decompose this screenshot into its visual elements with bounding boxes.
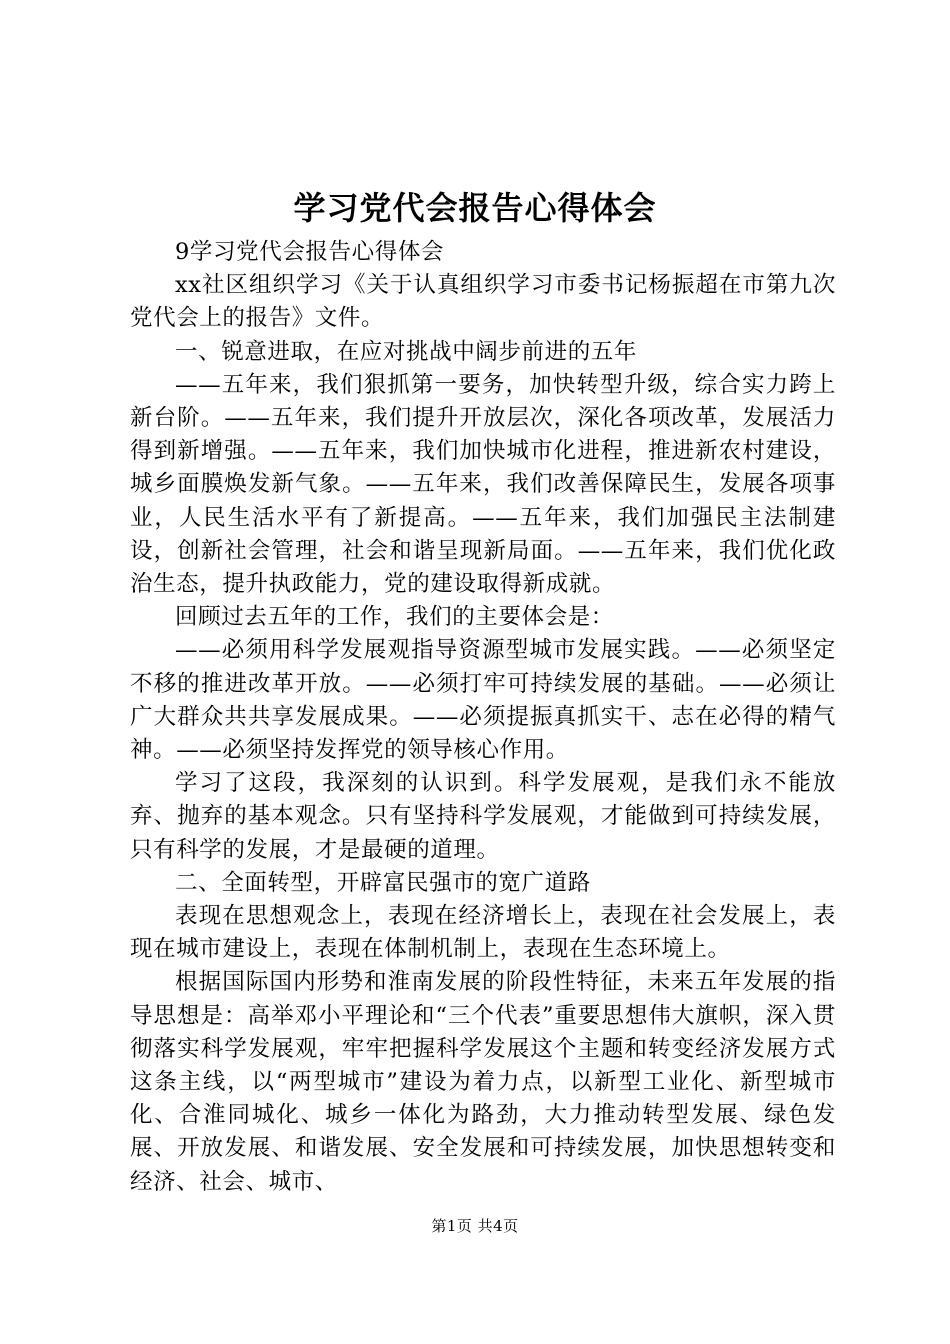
document-body xyxy=(130,236,836,1199)
paragraph: 学习了这段，我深刻的认识到。科学发展观，是我们永不能放弃、抛弃的基本观念。只有坚持科学发展观，才能做到可持续发展，只有科学的发展，才是最硬的道理。 xyxy=(130,770,836,863)
page-footer: 第1页 共4页 xyxy=(431,1217,519,1235)
document-title: 学习党代会报告心得体会 xyxy=(293,189,657,227)
paragraph: 根据国际国内形势和淮南发展的阶段性特征，未来五年发展的指导思想是：高举邓小平理论和“三个代表”重要思想伟大旗帜，深入贯彻落实科学发展观，牢牢把握科学发展这个主题和转变经济发展方式这条主线，以“两型城市”建设为着力点，以新型工业化、新型城市化、合淮同城化、城乡一体化为路劲，大力推动转型发展、绿色发展、开放发展、和谐发展、安全发展和可持续发展，加快思想转变和经济、社会、城市、 xyxy=(130,969,836,1195)
paragraph: ——五年来，我们狠抓第一要务，加快转型升级，综合实力跨上新台阶。——五年来，我们提升开放层次，深化各项改革，发展活力得到新增强。——五年来，我们加快城市化进程，推进新农村建设，城乡面膜焕发新气象。——五年来，我们改善保障民生，发展各项事业，人民生活水平有了新提高。——五年来，我们加强民主法制建设，创新社会管理，社会和谐呈现新局面。——五年来，我们优化政治生态，提升执政能力，党的建设取得新成就。 xyxy=(130,371,836,598)
paragraph: ——必须用科学发展观指导资源型城市发展实践。——必须坚定不移的推进改革开放。——必须打牢可持续发展的基础。——必须让广大群众共共享发展成果。——必须提振真抓实干、志在必得的精气神。——必须坚持发挥党的领导核心作用。 xyxy=(130,637,836,764)
paragraph: 回顾过去五年的工作，我们的主要体会是： xyxy=(175,604,614,631)
section-heading: 一、锐意进取，在应对挑战中阔步前进的五年 xyxy=(175,338,638,365)
paragraph: xx社区组织学习《关于认真组织学习市委书记杨振超在市第九次党代会上的报告》文件。 xyxy=(130,272,836,332)
paragraph: 9学习党代会报告心得体会 xyxy=(175,239,445,265)
section-heading: 二、全面转型，开辟富民强市的宽广道路 xyxy=(175,869,591,896)
paragraph: 表现在思想观念上，表现在经济增长上，表现在社会发展上，表现在城市建设上，表现在体制机制上，表现在生态环境上。 xyxy=(130,903,836,963)
